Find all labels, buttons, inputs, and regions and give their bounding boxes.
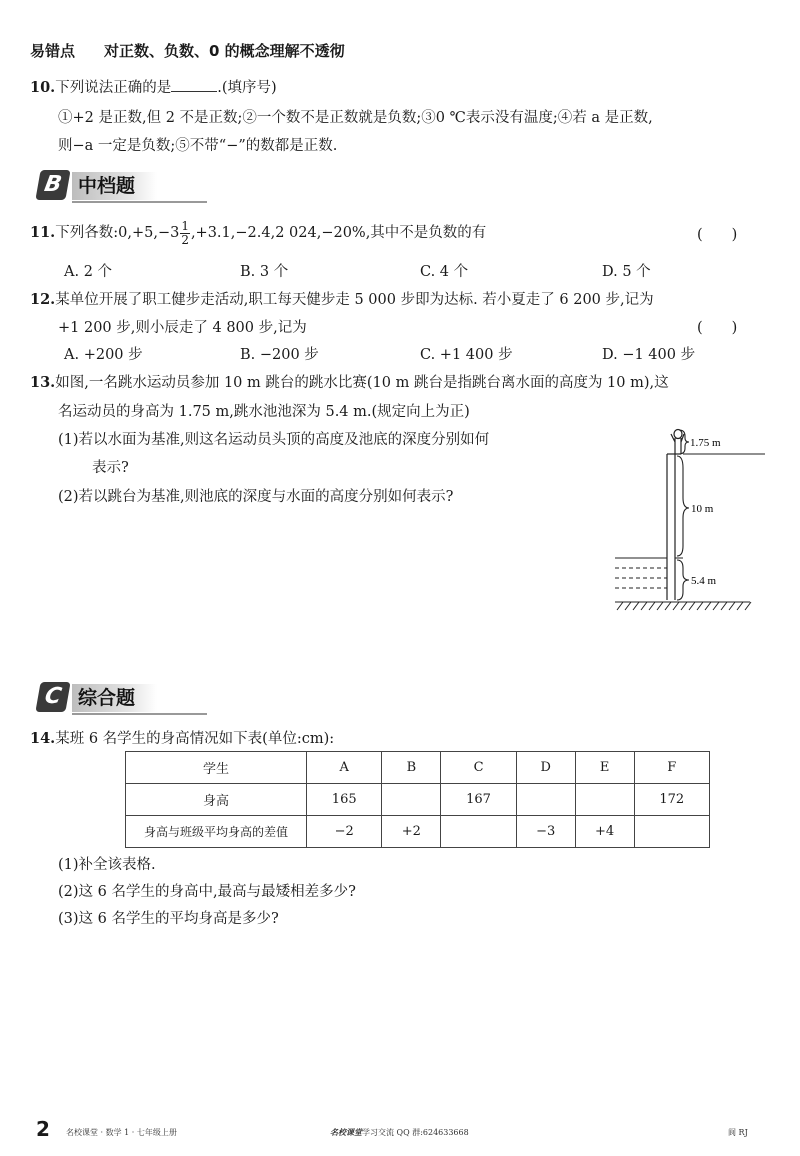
option-c: C. +1 400 步 xyxy=(420,347,513,363)
brand-logo: 名校课堂 xyxy=(330,1127,362,1137)
height-table xyxy=(125,751,710,848)
diving-tower xyxy=(667,454,681,600)
table-cell: −3 xyxy=(516,816,575,848)
table-cell xyxy=(634,816,709,848)
q10-statements-line2: 则−a 一定是负数;⑤不带“−”的数都是正数. xyxy=(58,138,338,154)
q10-text-tail: .(填序号) xyxy=(217,80,277,96)
q13-sub2: (2)若以跳台为基准,则池底的深度与水面的高度分别如何表示? xyxy=(58,489,454,505)
label-5-4m: 5.4 m xyxy=(691,575,717,587)
fraction-numerator: 1 xyxy=(181,218,189,233)
option-a: A. +200 步 xyxy=(64,347,143,363)
option-d: D. 5 个 xyxy=(602,264,651,280)
table-cell: +4 xyxy=(575,816,634,848)
q10-text: 下列说法正确的是 xyxy=(55,80,172,96)
braces xyxy=(677,430,689,600)
table-cell: B xyxy=(382,752,441,784)
question-number: 12. xyxy=(30,291,56,308)
option-a: A. 2 个 xyxy=(64,264,113,280)
answer-blank xyxy=(171,79,217,92)
q14-sub2: (2)这 6 名学生的身高中,最高与最矮相差多少? xyxy=(58,884,356,900)
answer-paren: ( ) xyxy=(697,227,738,243)
question-number: 14. xyxy=(30,730,56,747)
option-b: B. −200 步 xyxy=(240,347,319,363)
error-point-title: 对正数、负数、0 的概念理解不透彻 xyxy=(104,42,345,60)
table-cell: F xyxy=(634,752,709,784)
label-1-75m: 1.75 m xyxy=(690,437,721,449)
option-d: D. −1 400 步 xyxy=(602,347,696,363)
table-cell: +2 xyxy=(382,816,441,848)
footer-group xyxy=(330,1127,469,1138)
table-cell: C xyxy=(441,752,516,784)
q14-sub3: (3)这 6 名学生的平均身高是多少? xyxy=(58,911,279,927)
question-14-stem xyxy=(30,727,334,748)
error-point-label: 易错点 xyxy=(30,42,76,60)
q13-line2: 名运动员的身高为 1.75 m,跳水池池深为 5.4 m.(规定向上为正) xyxy=(58,404,470,420)
divider xyxy=(72,201,207,203)
section-c-title: 综合题 xyxy=(72,684,157,712)
pool-bottom xyxy=(615,602,751,610)
label-10m: 10 m xyxy=(691,503,714,515)
table-cell: 172 xyxy=(634,784,709,816)
q12-text: 某单位开展了职工健步走活动,职工每天健步走 5 000 步即为达标. 若小夏走了 6 200 步,记为 xyxy=(55,292,654,308)
table-cell: 165 xyxy=(307,784,382,816)
table-cell: E xyxy=(575,752,634,784)
footer-edition: 阆 RJ xyxy=(728,1128,748,1137)
section-b-header xyxy=(38,170,218,204)
q11-text-tail: ,+3.1,−2.4,2 024,−20%,其中不是负数的有 xyxy=(190,225,487,241)
diving-figure xyxy=(605,420,775,620)
table-header-row xyxy=(126,752,710,784)
q13-text: 如图,一名跳水运动员参加 10 m 跳台的跳水比赛(10 m 跳台是指跳台离水面的高度为 10 m),这 xyxy=(55,375,669,391)
question-12-stem xyxy=(30,288,654,309)
footer-book-title: 名校课堂 · 数学 1 · 七年级上册 xyxy=(66,1128,177,1137)
fraction xyxy=(180,220,190,247)
table-cell: 学生 xyxy=(126,752,307,784)
question-13-stem xyxy=(30,371,669,392)
q12-line2: +1 200 步,则小辰走了 4 800 步,记为 xyxy=(58,320,307,336)
table-cell xyxy=(516,784,575,816)
question-number: 11. xyxy=(30,224,56,241)
fraction-denominator: 2 xyxy=(181,232,189,247)
table-cell: 身高 xyxy=(126,784,307,816)
divider xyxy=(72,713,207,715)
reference-lines xyxy=(675,454,765,558)
question-10-stem xyxy=(30,76,277,97)
table-cell: A xyxy=(307,752,382,784)
table-cell xyxy=(441,816,516,848)
q11-text: 下列各数:0,+5,−3 xyxy=(55,225,180,241)
page-number: 2 xyxy=(36,1117,50,1141)
q10-statements-line1: ①+2 是正数,但 2 不是正数;②一个数不是正数就是负数;③0 ℃表示没有温度;④若 a 是正数, xyxy=(58,110,653,126)
footer-qq: 学习交流 QQ 群:624633668 xyxy=(362,1128,469,1137)
table-cell: D xyxy=(516,752,575,784)
question-11-stem xyxy=(30,219,486,247)
option-c: C. 4 个 xyxy=(420,264,469,280)
q14-sub1: (1)补全该表格. xyxy=(58,857,156,873)
q13-sub1: (1)若以水面为基准,则这名运动员头顶的高度及池底的深度分别如何 xyxy=(58,432,490,448)
answer-paren: ( ) xyxy=(697,320,738,336)
table-cell: −2 xyxy=(307,816,382,848)
q14-text: 某班 6 名学生的身高情况如下表(单位:cm): xyxy=(55,731,335,747)
diver-icon xyxy=(671,430,684,455)
question-number: 13. xyxy=(30,374,56,391)
table-row xyxy=(126,816,710,848)
table-cell xyxy=(382,784,441,816)
section-b-badge: B xyxy=(35,170,70,200)
q13-sub1-cont: 表示? xyxy=(92,460,129,476)
option-b: B. 3 个 xyxy=(240,264,289,280)
table-cell xyxy=(575,784,634,816)
section-b-title: 中档题 xyxy=(72,172,157,200)
table-cell: 167 xyxy=(441,784,516,816)
water xyxy=(615,558,667,588)
table-row xyxy=(126,784,710,816)
table-cell: 身高与班级平均身高的差值 xyxy=(126,816,307,848)
section-c-badge: C xyxy=(35,682,70,712)
section-c-header xyxy=(38,682,218,716)
question-number: 10. xyxy=(30,79,56,96)
